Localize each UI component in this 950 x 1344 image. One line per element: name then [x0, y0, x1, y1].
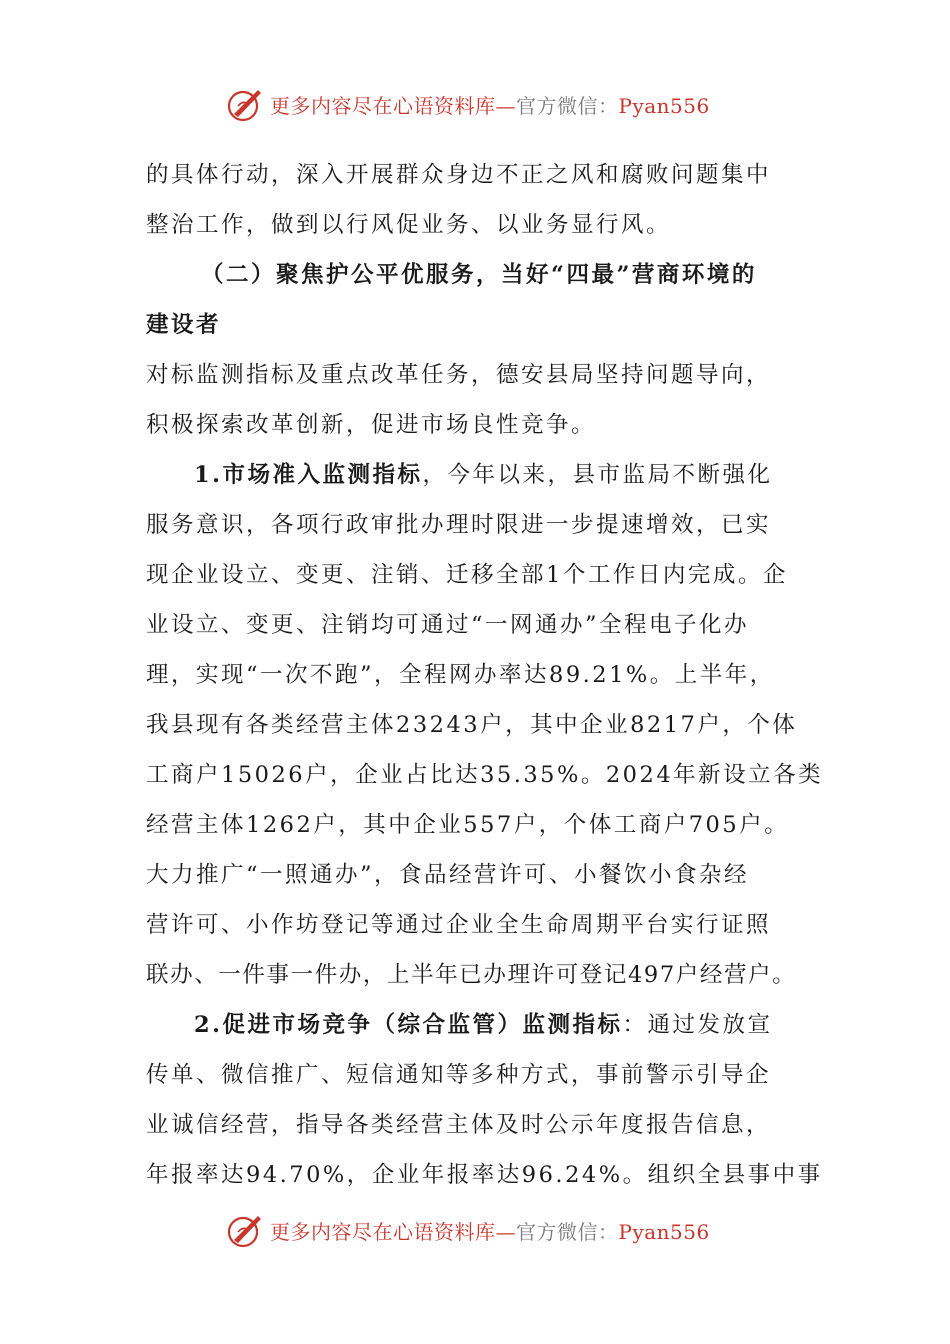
paragraph-line: 的具体行动，深入开展群众身边不正之风和腐败问题集中: [146, 162, 772, 188]
quill-logo-icon: [224, 1210, 266, 1250]
banner-text: [270, 90, 710, 119]
paragraph-text: ：通过发放宣: [622, 1012, 773, 1038]
paragraph-line: 服务意识，各项行政审批办理时限进一步提速增效，已实: [146, 512, 772, 538]
section-heading: 建设者: [146, 312, 222, 338]
banner-text: [270, 1216, 710, 1245]
paragraph-text: ，今年以来，县市监局不断强化: [422, 462, 773, 488]
paragraph-line: 年报率达94.70%，企业年报率达96.24%。组织全县事中事: [146, 1162, 823, 1188]
paragraph-line: 工商户15026户，企业占比达35.35%。2024年新设立各类: [146, 762, 824, 788]
quill-logo-icon: [224, 84, 266, 124]
paragraph-line: 联办、一件事一件办，上半年已办理许可登记497户经营户。: [146, 962, 797, 988]
paragraph-line: [146, 450, 806, 500]
section-heading: （二）聚焦护公平优服务，当好“四最”营商环境的: [201, 262, 757, 288]
paragraph-line: 对标监测指标及重点改革任务，德安县局坚持问题导向，: [146, 362, 772, 388]
paragraph-line: 理，实现“一次不跑”，全程网办率达89.21%。上半年，: [146, 662, 775, 688]
banner-wechat-label: 官方微信：: [516, 94, 619, 118]
document-body: [146, 150, 824, 1200]
banner-site-name: 更多内容尽在心语资料库: [270, 94, 496, 118]
paragraph-line: 经营主体1262户，其中企业557户，个体工商户705户。: [146, 812, 790, 838]
paragraph-line: 大力推广“一照通办”，食品经营许可、小餐饮小食杂经: [146, 862, 750, 888]
banner-wechat-id: Pyan556: [618, 1220, 710, 1244]
subsection-title: 1.市场准入监测指标: [194, 462, 423, 488]
paragraph-line: 营许可、小作坊登记等通过企业全生命周期平台实行证照: [146, 912, 772, 938]
banner-dash: —: [495, 94, 516, 118]
paragraph-line: [146, 1000, 806, 1050]
banner-site-name: 更多内容尽在心语资料库: [270, 1220, 496, 1244]
paragraph-line: 业诚信经营，指导各类经营主体及时公示年度报告信息，: [146, 1112, 772, 1138]
banner-wechat-id: Pyan556: [618, 94, 710, 118]
footer-banner: [0, 1210, 950, 1250]
banner-dash: —: [495, 1220, 516, 1244]
subsection-title: 2.促进市场竞争（综合监管）监测指标: [194, 1012, 623, 1038]
paragraph-line: 整治工作，做到以行风促业务、以业务显行风。: [146, 212, 672, 238]
paragraph-line: 传单、微信推广、短信通知等多种方式，事前警示引导企: [146, 1062, 772, 1088]
paragraph-line: 业设立、变更、注销均可通过“一网通办”全程电子化办: [146, 612, 750, 638]
paragraph-line: 现企业设立、变更、注销、迁移全部1个工作日内完成。企: [146, 562, 788, 588]
banner-wechat-label: 官方微信：: [516, 1220, 619, 1244]
header-banner: [0, 84, 950, 124]
paragraph-line: 积极探索改革创新，促进市场良性竞争。: [146, 412, 597, 438]
paragraph-line: 我县现有各类经营主体23243户，其中企业8217户，个体: [146, 712, 798, 738]
